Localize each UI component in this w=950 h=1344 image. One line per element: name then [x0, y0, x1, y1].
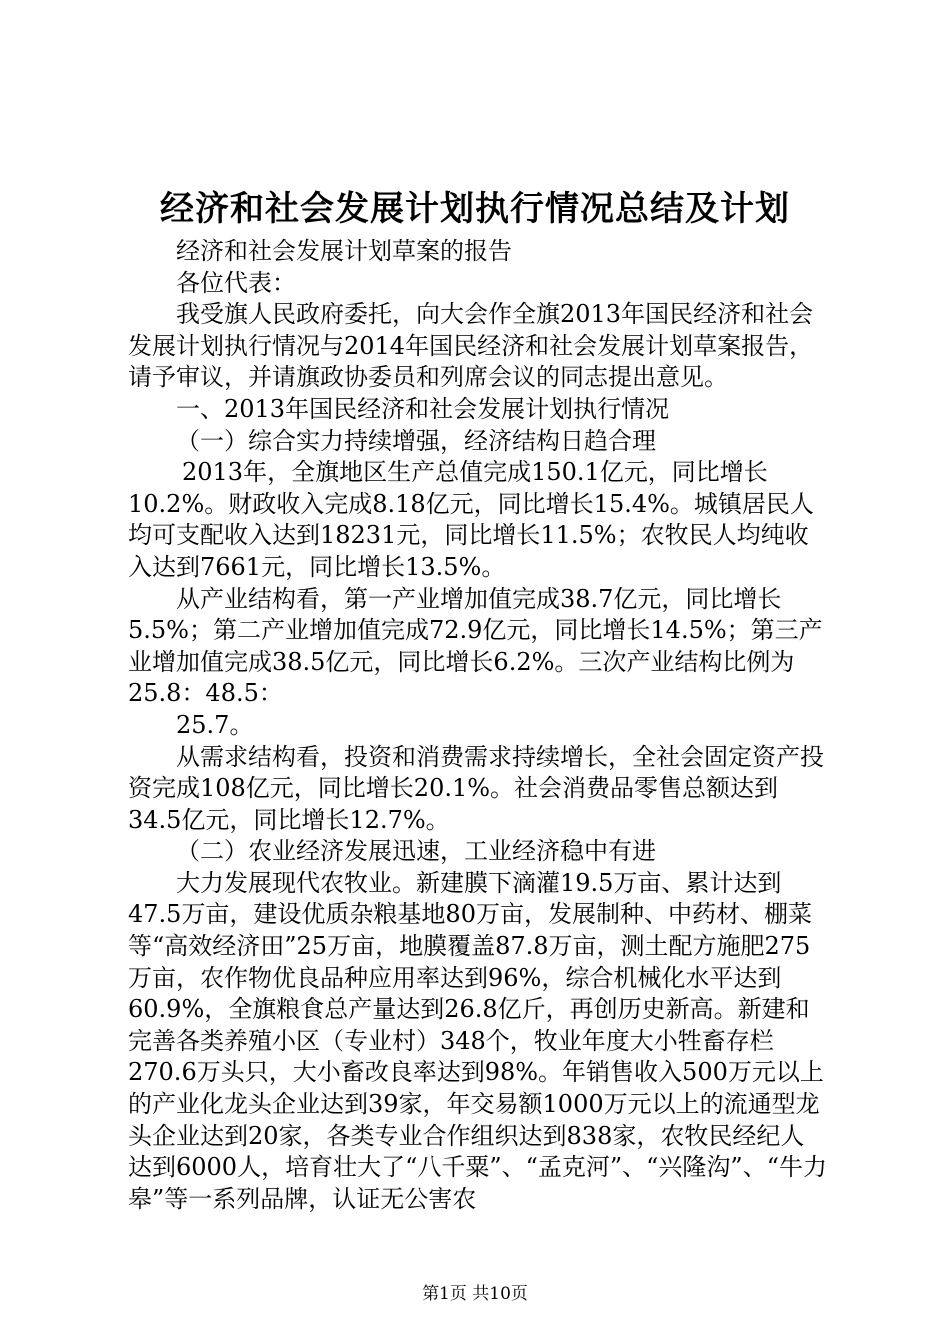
page-footer: 第1页 共10页 — [422, 1284, 528, 1304]
paragraph-ratio-continuation: 25.7。 — [176, 710, 254, 739]
paragraph-demand-structure: 从需求结构看，投资和消费需求持续增长，全社会固定资产投资完成108亿元，同比增长20.1%。社会消费品零售总额达到34.5亿元，同比增长12.7%。 — [128, 742, 824, 834]
paragraph-overview: 2013年，全旗地区生产总值完成150.1亿元，同比增长10.2%。财政收入完成8.18亿元，同比增长15.4%。城镇居民人均可支配收入达到18231元，同比增长11.5%；农牧民人均纯收入达到7661元，同比增长13.5%。 — [128, 458, 814, 581]
paragraph-salutation: 各位代表： — [176, 268, 296, 297]
subsection-heading: （一）综合实力持续增强，经济结构日趋合理 — [176, 426, 656, 455]
document-body — [128, 236, 828, 1215]
paragraph-subtitle: 经济和社会发展计划草案的报告 — [176, 237, 512, 265]
paragraph-agriculture: 大力发展现代农牧业。新建膜下滴灌19.5万亩、累计达到47.5万亩，建设优质杂粮基地80万亩，发展制种、中药材、棚菜等“高效经济田”25万亩，地膜覆盖87.8万亩，测土配方施肥275万亩，农作物优良品种应用率达到96%，综合机械化水平达到60.9%，全旗粮食总产量达到26.8亿斤，再创历史新高。新建和完善各类养殖小区（专业村）348个，牧业年度大小牲畜存栏270.6万头只，大小畜改良率达到98%。年销售收入500万元以上的产业化龙头企业达到39家，年交易额1000万元以上的流通型龙头企业达到20家，各类专业合作组织达到838家，农牧民经纪人达到6000人，培育壮大了“八千粟”、“孟克河”、“兴隆沟”、“牛力皋”等一系列品牌，认证无公害农 — [128, 868, 827, 1213]
paragraph-industry-structure: 从产业结构看，第一产业增加值完成38.7亿元，同比增长5.5%；第二产业增加值完成72.9亿元，同比增长14.5%；第三产业增加值完成38.5亿元，同比增长6.2%。三次产业结构比例为25.8：48.5： — [128, 584, 823, 708]
document-title: 经济和社会发展计划执行情况总结及计划 — [160, 189, 790, 229]
paragraph-intro: 我受旗人民政府委托，向大会作全旗2013年国民经济和社会发展计划执行情况与2014年国民经济和社会发展计划草案报告，请予审议，并请旗政协委员和列席会议的同志提出意见。 — [128, 300, 814, 392]
section-heading: 一、2013年国民经济和社会发展计划执行情况 — [176, 394, 670, 423]
subsection-heading: （二）农业经济发展迅速，工业经济稳中有进 — [176, 837, 656, 866]
